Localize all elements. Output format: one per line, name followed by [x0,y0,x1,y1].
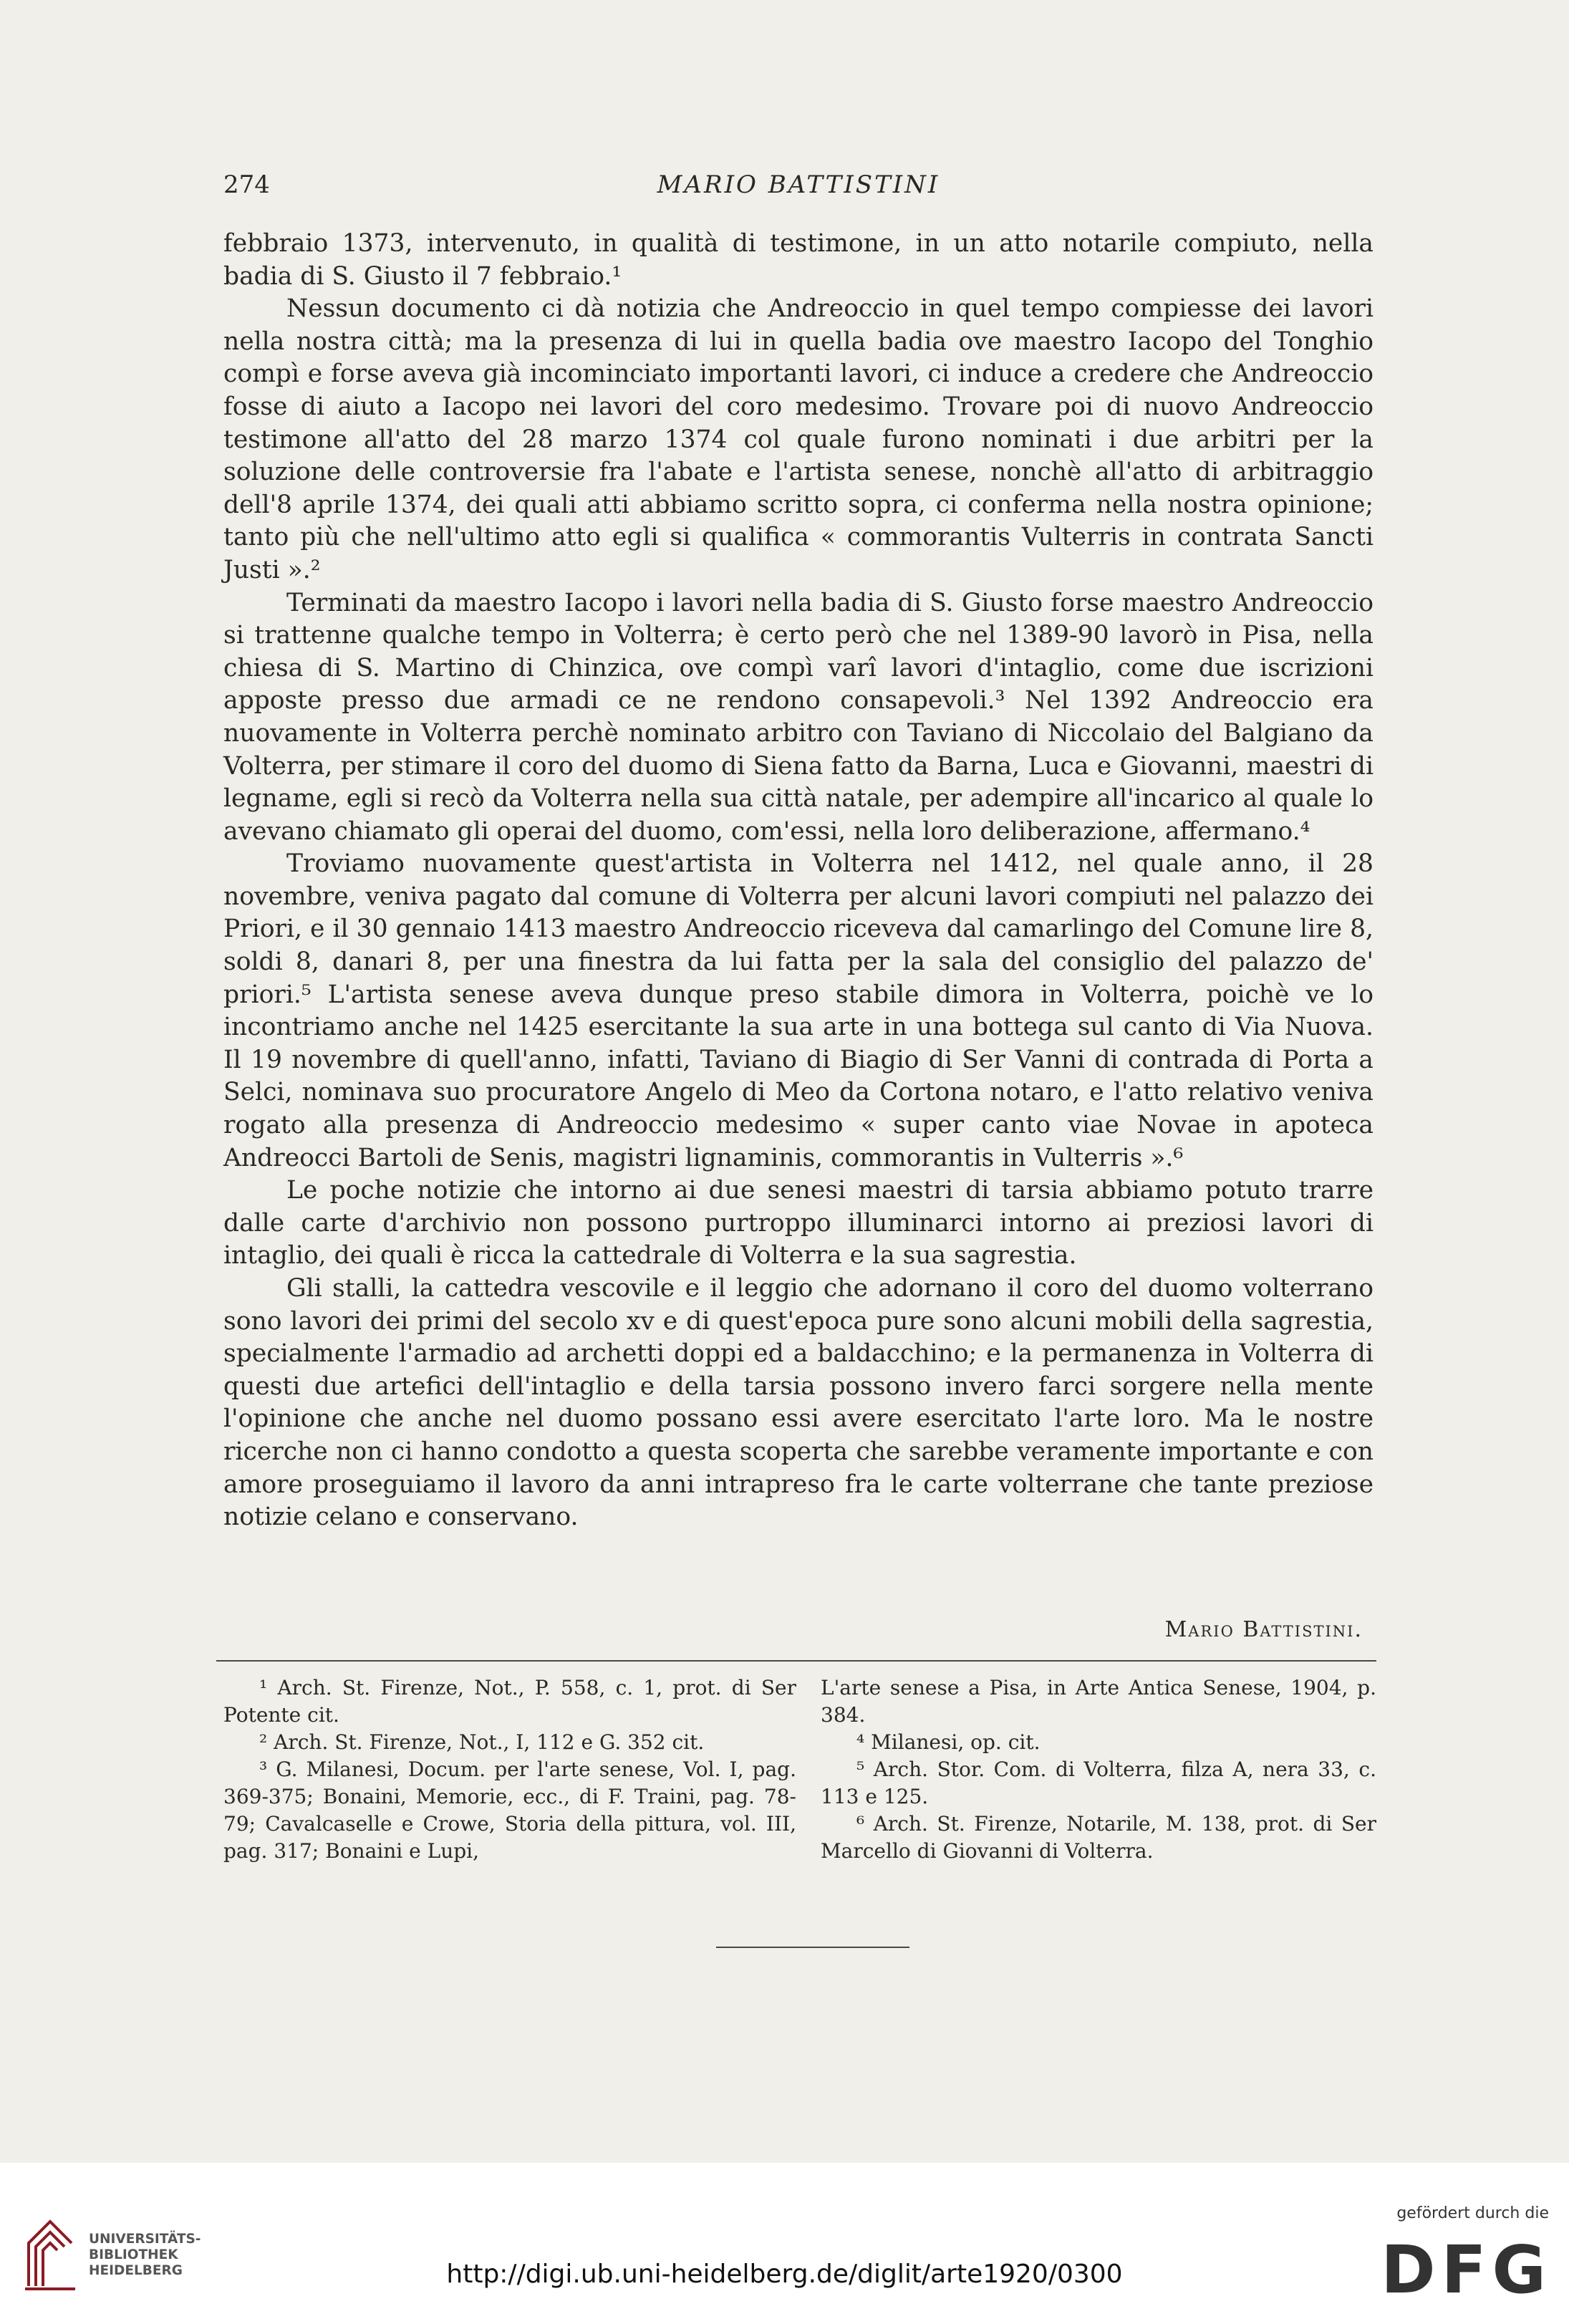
footnote-divider [216,1660,1376,1662]
digitization-footer [0,2163,1569,2324]
paragraph: Terminati da maestro Iacopo i lavori nella badia di S. Giusto forse maestro Andreoccio si trattenne qualche tempo in Volterra; è certo però che nel 1389-90 lavorò in Pisa, nella chiesa di S. Martino di Chinzica, ove compì varî lavori d'intaglio, come due iscrizioni apposte presso due armadi ce ne rendono consapevoli.³ Nel 1392 Andreoccio era nuovamente in Volterra perchè nominato arbitro con Taviano di Niccolaio del Balgiano da Volterra, per stimare il coro del duomo di Siena fatto da Barna, Luca e Giovanni, maestri di legname, egli si recò da Volterra nella sua città natale, per adempire all'incarico al quale lo avevano chiamato gli operai del duomo, com'essi, nella loro deliberazione, affermano.⁴ [223,588,1374,846]
source-url-link[interactable]: http://digi.ub.uni-heidelberg.de/diglit/arte1920/0300 [446,2260,1123,2289]
footnote: ⁴ Milanesi, op. cit. [856,1730,1041,1754]
footnotes-left-column [223,1674,796,1865]
dfg-logo: DFG [1381,2232,1552,2308]
page-header [223,170,1374,213]
article-body [223,228,1374,1534]
footnote: ¹ Arch. St. Firenze, Not., P. 558, c. 1, prot. di Ser Potente cit. [223,1676,796,1727]
funded-by-label: gefördert durch die [1396,2204,1549,2222]
footnote: ³ G. Milanesi, Docum. per l'arte senese, Vol. I, pag. 369-375; Bonaini, Memorie, ecc., di F. Traini, pag. 78-79; Cavalcaselle e Crowe, Storia della pittura, vol. III, pag. 317; Bonaini e Lupi, [223,1758,796,1863]
footnote-continuation: L'arte senese a Pisa, in Arte Antica Senese, 1904, p. 384. [821,1676,1376,1727]
running-head: MARIO BATTISTINI [657,170,940,199]
end-divider [716,1947,909,1948]
footnote: ² Arch. St. Firenze, Not., I, 112 e G. 352 cit. [259,1730,705,1754]
footnotes-right-column [821,1674,1376,1865]
author-signature: Mario Battistini. [1164,1617,1363,1642]
paragraph: Troviamo nuovamente quest'artista in Volterra nel 1412, nel quale anno, il 28 novembre, veniva pagato dal comune di Volterra per alcuni lavori compiuti nel palazzo dei Priori, e il 30 gennaio 1413 maestro Andreoccio riceveva dal camarlingo del Comune lire 8, soldi 8, danari 8, per una finestra da lui fatta per la sala del consiglio del palazzo de' priori.⁵ L'artista senese aveva dunque preso stabile dimora in Volterra, poichè ve lo incontriamo anche nel 1425 esercitante la sua arte in una bottega sul canto di Via Nuova. Il 19 novembre di quell'anno, infatti, Taviano di Biagio di Ser Vanni di contrada di Porta a Selci, nominava suo procuratore Angelo di Meo da Cortona notaro, e l'atto relativo veniva rogato alla presenza di Andreoccio medesimo « super canto viae Novae in apoteca Andreocci Bartoli de Senis, magistri lignaminis, commorantis in Vulterris ».⁶ [223,849,1374,1172]
paragraph: Le poche notizie che intorno ai due senesi maestri di tarsia abbiamo potuto trarre dalle carte d'archivio non possono purtroppo illuminarci intorno ai preziosi lavori di intaglio, dei quali è ricca la cattedrale di Volterra e la sua sagrestia. [223,1176,1374,1271]
paragraph: Gli stalli, la cattedra vescovile e il leggio che adornano il coro del duomo volterrano sono lavori dei primi del secolo xv e di quest'epoca pure sono alcuni mobili della sagrestia, specialmente l'armadio ad archetti doppi ed a baldacchino; e la permanenza in Volterra di questi due artefici dell'intaglio e della tarsia possono invero farci sorgere nella mente l'opinione che anche nel duomo possano essi avere esercitato l'arte loro. Ma le nostre ricerche non ci hanno condotto a questa scoperta che sarebbe veramente importante e con amore proseguiamo il lavoro da anni intrapreso fra le carte volterrane che tante preziose notizie celano e conservano. [223,1274,1374,1532]
paragraph: febbraio 1373, intervenuto, in qualità di testimone, in un atto notarile compiuto, nella badia di S. Giusto il 7 febbraio.¹ [223,229,1374,291]
footnote: ⁵ Arch. Stor. Com. di Volterra, filza A, nera 33, c. 113 e 125. [821,1758,1376,1808]
page-number: 274 [223,170,270,199]
footnote: ⁶ Arch. St. Firenze, Notarile, M. 138, prot. di Ser Marcello di Giovanni di Volterra. [821,1812,1376,1863]
paragraph: Nessun documento ci dà notizia che Andreoccio in quel tempo compiesse dei lavori nella nostra città; ma la presenza di lui in quella badia ove maestro Iacopo del Tonghio compì e forse aveva già incominciato importanti lavori, ci induce a credere che Andreoccio fosse di aiuto a Iacopo nei lavori del coro medesimo. Trovare poi di nuovo Andreoccio testimone all'atto del 28 marzo 1374 col quale furono nominati i due arbitri per la soluzione delle controversie fra l'abate e l'artista senese, nonchè all'atto di arbitraggio dell'8 aprile 1374, dei quali atti abbiamo scritto sopra, ci conferma nella nostra opinione; tanto più che nell'ultimo atto egli si qualifica « commorantis Vulterris in contrata Sancti Justi ».² [223,294,1374,584]
library-name: UNIVERSITÄTS- BIBLIOTHEK HEIDELBERG [89,2232,201,2278]
